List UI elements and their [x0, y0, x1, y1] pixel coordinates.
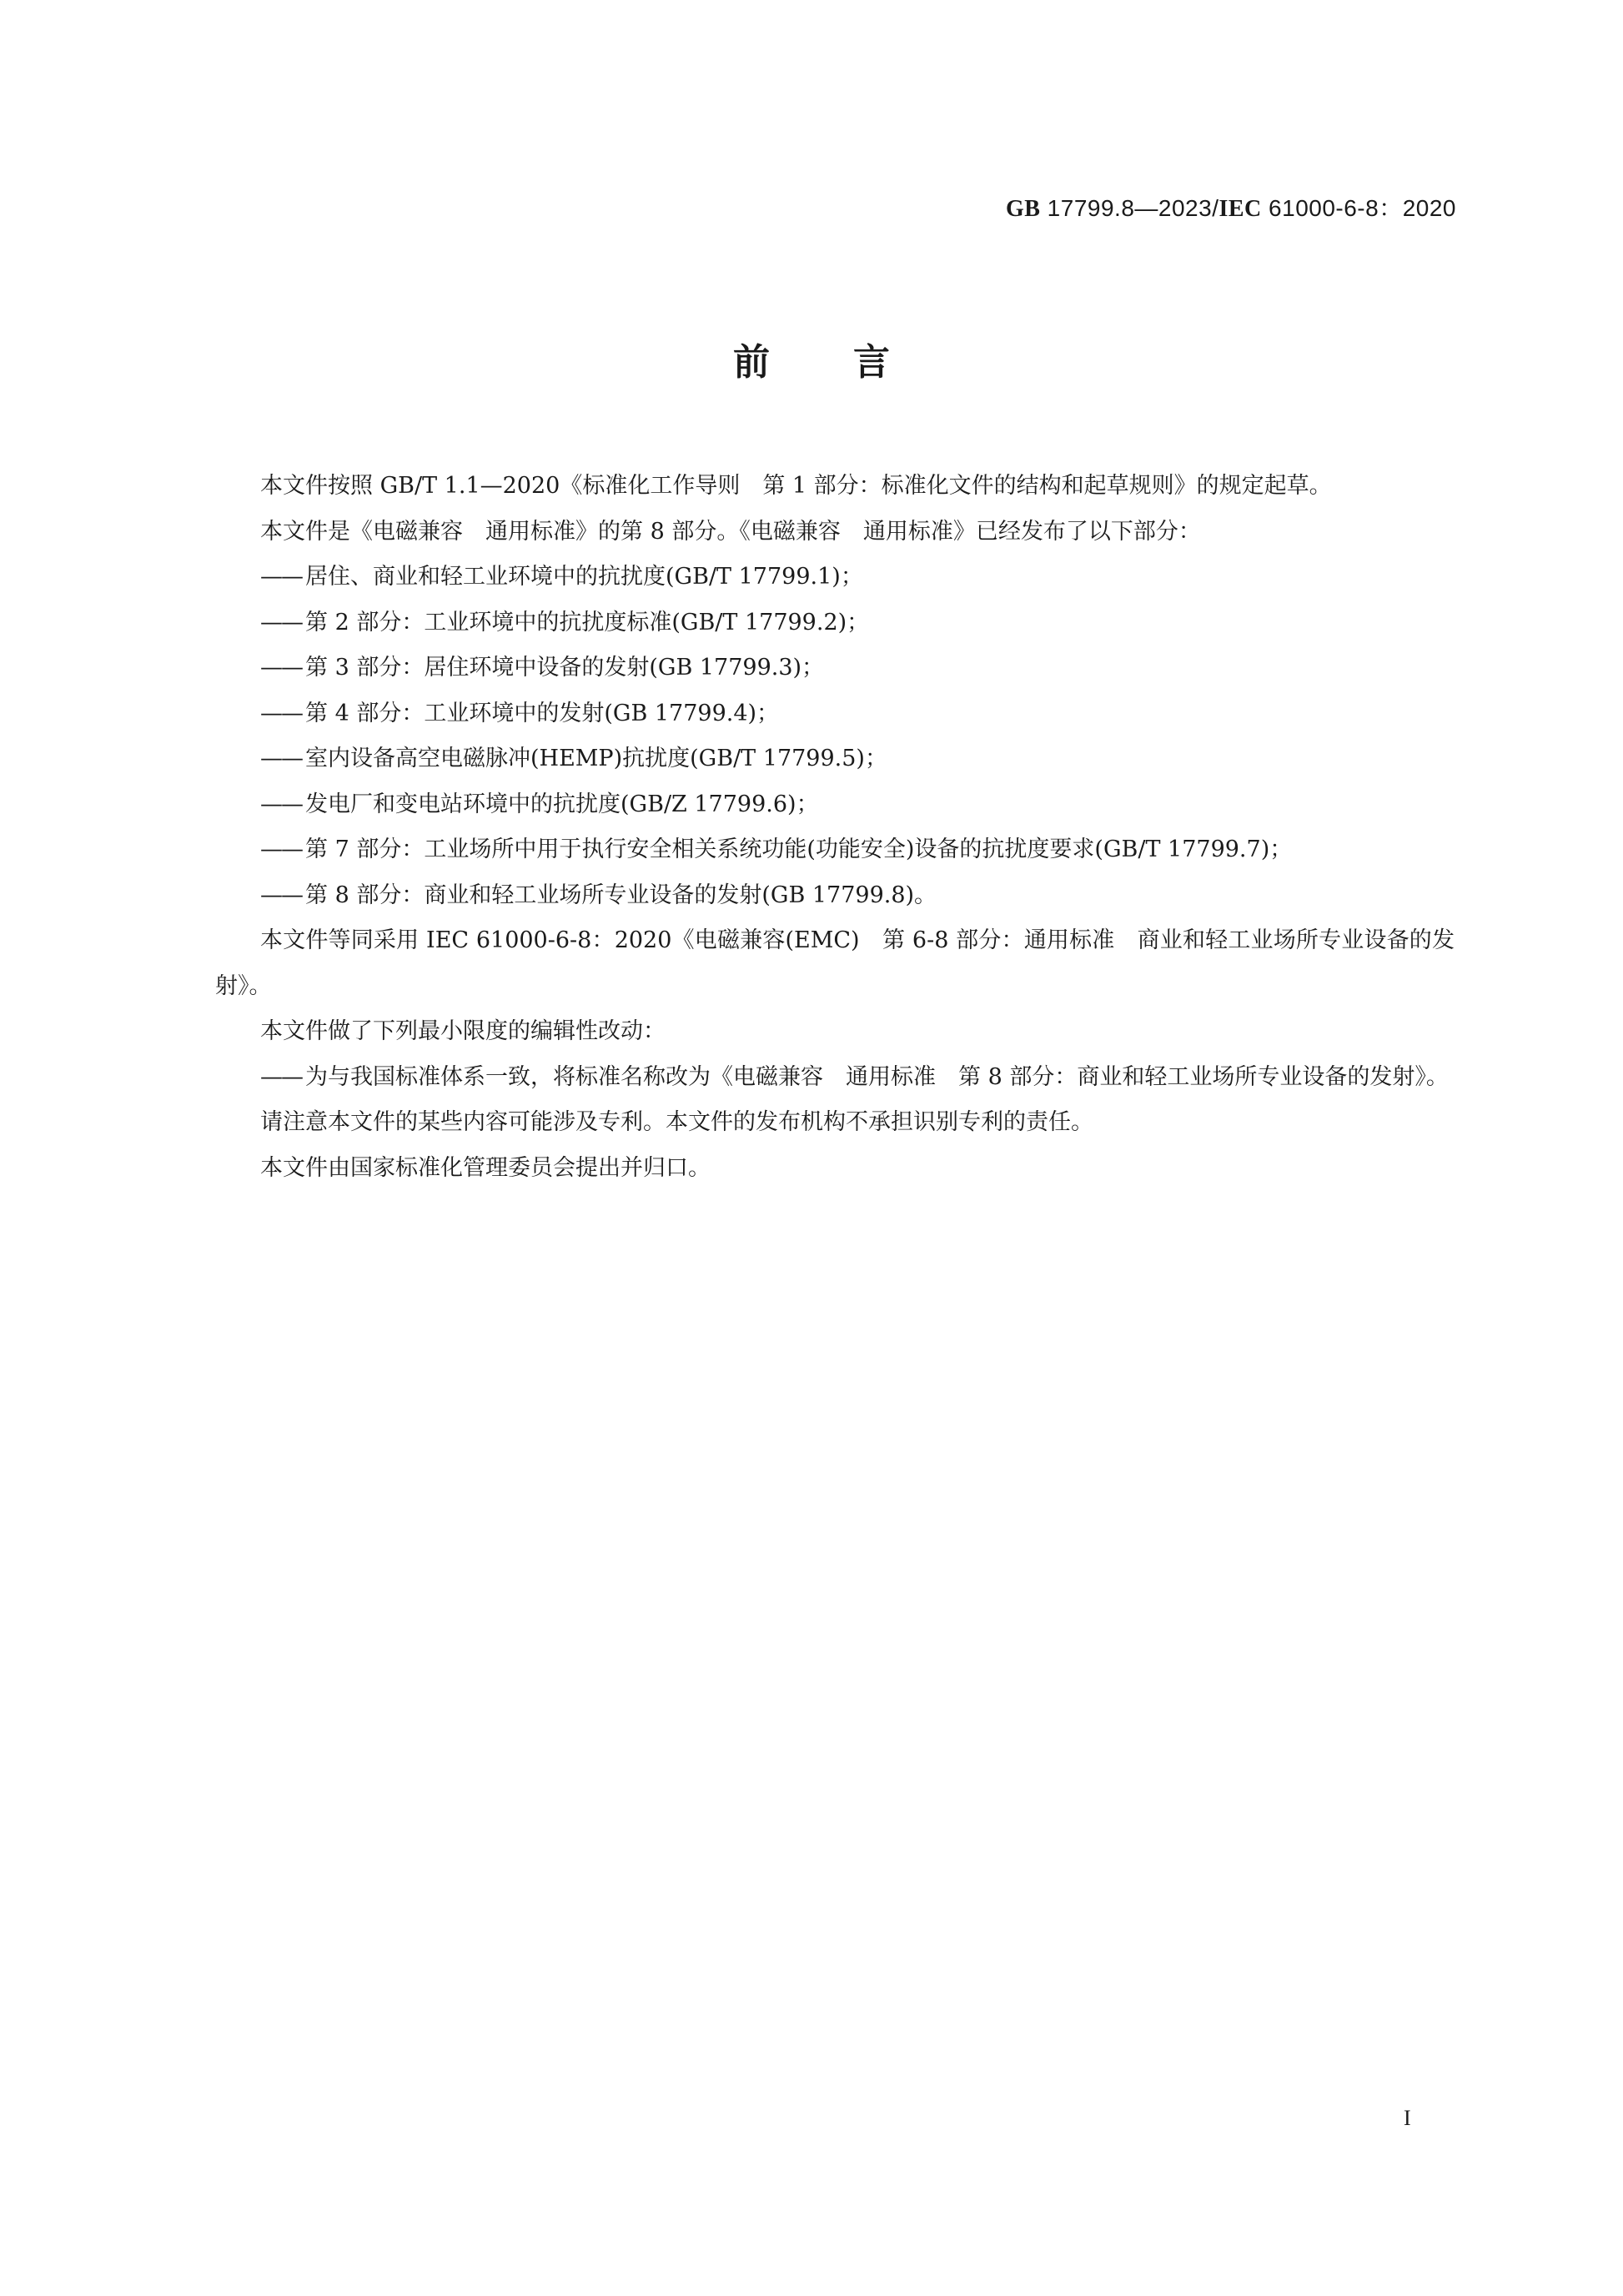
- title-char-2: 言: [853, 341, 890, 384]
- paragraph: 本文件由国家标准化管理委员会提出并归口。: [260, 1154, 711, 1181]
- list-item-text: 第 4 部分：工业环境中的发射(GB 17799.4)；: [305, 700, 780, 726]
- list-item: [215, 600, 1455, 646]
- list-item-text: 第 7 部分：工业场所中用于执行安全相关系统功能(功能安全)设备的抗扰度要求(GB/T 17799.7)；: [305, 837, 1293, 862]
- dash-marker: ——: [260, 791, 302, 817]
- paragraph: 本文件做了下列最小限度的编辑性改动：: [260, 1018, 666, 1044]
- dash-marker: ——: [260, 1063, 302, 1090]
- list-item: [215, 646, 1455, 691]
- dash-marker: ——: [260, 564, 302, 590]
- dash-marker: ——: [260, 655, 302, 681]
- page-number: I: [1404, 2106, 1411, 2130]
- list-item: [215, 736, 1455, 782]
- list-item-text: 第 2 部分：工业环境中的抗扰度标准(GB/T 17799.2)；: [305, 609, 870, 636]
- paragraph: 本文件是《电磁兼容 通用标准》的第 8 部分。《电磁兼容 通用标准》已经发布了以下部分：: [260, 518, 1201, 545]
- list-item-text: 发电厂和变电站环境中的抗扰度(GB/Z 17799.6)；: [305, 791, 819, 817]
- list-item: [215, 873, 1455, 919]
- dash-marker: ——: [260, 700, 302, 726]
- paragraph: 请注意本文件的某些内容可能涉及专利。本文件的发布机构不承担识别专利的责任。: [260, 1109, 1093, 1135]
- list-item: [215, 1055, 1455, 1101]
- dash-marker: ——: [260, 837, 302, 862]
- standard-code-header: [1006, 190, 1456, 224]
- foreword-body: [215, 464, 1455, 1191]
- list-item: [215, 555, 1455, 600]
- list-item: [215, 691, 1455, 737]
- dash-marker: ——: [260, 609, 302, 636]
- list-item-text: 第 8 部分：商业和轻工业场所专业设备的发射(GB 17799.8)。: [305, 882, 937, 908]
- dash-marker: ——: [260, 746, 302, 771]
- standard-code-number: 17799.8—2023/: [1040, 195, 1219, 221]
- list-item-text: 为与我国标准体系一致，将标准名称改为《电磁兼容 通用标准 第 8 部分：商业和轻工业场所专业设备的发射》。: [305, 1063, 1449, 1090]
- list-item: [215, 827, 1455, 873]
- page-title: [0, 332, 1623, 385]
- standard-code-tail: 61000-6-8：2020: [1261, 195, 1456, 221]
- paragraph: 本文件等同采用 IEC 61000-6-8：2020《电磁兼容(EMC) 第 6-8 部分：通用标准 商业和轻工业场所专业设备的发射》。: [215, 927, 1455, 999]
- paragraph: 本文件按照 GB/T 1.1—2020《标准化工作导则 第 1 部分：标准化文件的结构和起草规则》的规定起草。: [260, 473, 1332, 499]
- list-item: [215, 782, 1455, 828]
- list-item-text: 居住、商业和轻工业环境中的抗扰度(GB/T 17799.1)；: [305, 564, 863, 590]
- standard-code-iec: IEC: [1219, 196, 1262, 222]
- dash-marker: ——: [260, 882, 302, 908]
- standard-code-prefix: GB: [1005, 196, 1041, 222]
- title-char-1: 前: [733, 341, 770, 384]
- list-item-text: 室内设备高空电磁脉冲(HEMP)抗扰度(GB/T 17799.5)；: [305, 746, 887, 771]
- list-item-text: 第 3 部分：居住环境中设备的发射(GB 17799.3)；: [305, 655, 825, 681]
